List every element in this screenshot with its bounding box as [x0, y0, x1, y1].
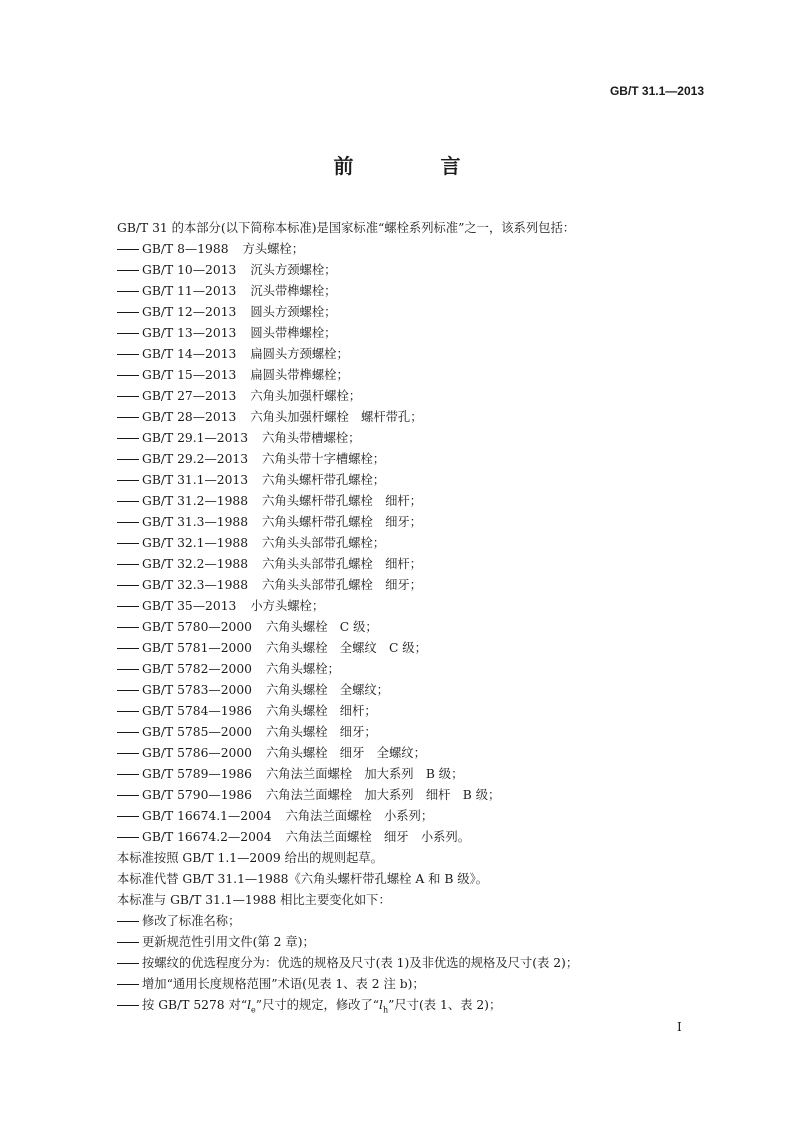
- standard-name: 六角头螺栓 细牙 全螺纹；: [266, 746, 426, 760]
- standard-name: 六角头加强杆螺栓；: [250, 389, 362, 403]
- dash-mark: [117, 764, 142, 785]
- dash-mark: [117, 596, 142, 617]
- dash-mark: [117, 365, 142, 386]
- standard-number: GB/T 27—2013: [142, 389, 237, 403]
- dash-mark: [117, 281, 142, 302]
- standard-number: GB/T 14—2013: [142, 347, 237, 361]
- standard-number: GB/T 8—1988: [142, 242, 229, 256]
- changes-intro-paragraph: 本标准与 GB/T 31.1—1988 相比主要变化如下：: [117, 893, 391, 907]
- series-item: [117, 323, 717, 344]
- standard-name: 小方头螺栓；: [250, 599, 325, 613]
- dash-mark: [117, 470, 142, 491]
- series-list: [117, 239, 717, 848]
- standard-name: 六角法兰面螺栓 加大系列 B 级；: [266, 767, 464, 781]
- change-item: 增加“通用长度规格范围”术语(见表 1、表 2 注 b)；: [117, 974, 717, 995]
- dash-mark: [117, 386, 142, 407]
- standard-name: 六角头头部带孔螺栓；: [262, 536, 386, 550]
- standard-name: 六角法兰面螺栓 加大系列 细杆 B 级；: [266, 788, 501, 802]
- dash-mark: [117, 512, 142, 533]
- dash-mark: [117, 743, 142, 764]
- standard-code: GB/T 31.1—2013: [609, 84, 704, 98]
- series-item: [117, 638, 717, 659]
- series-item: [117, 512, 717, 533]
- dash-mark: [117, 638, 142, 659]
- dash-mark: [117, 701, 142, 722]
- series-item: [117, 596, 717, 617]
- dash-mark: [117, 827, 142, 848]
- dash-mark: [117, 953, 142, 974]
- series-item: [117, 302, 717, 323]
- standard-number: GB/T 32.3—1988: [142, 578, 249, 592]
- standard-name: 六角头螺杆带孔螺栓 细牙；: [262, 515, 422, 529]
- standard-name: 沉头带榫螺栓；: [250, 284, 337, 298]
- series-item: [117, 344, 717, 365]
- intro-paragraph: GB/T 31 的本部分(以下简称本标准)是国家标准“螺栓系列标准”之一，该系列包括：: [117, 221, 576, 235]
- standard-name: 六角头带十字槽螺栓；: [262, 452, 386, 466]
- standard-name: 六角法兰面螺栓 细牙 小系列。: [285, 830, 471, 844]
- standard-number: GB/T 31.2—1988: [142, 494, 249, 508]
- dash-mark: [117, 554, 142, 575]
- standard-number: GB/T 29.2—2013: [142, 452, 249, 466]
- change-item: 按 GB/T 5278 对“$l_e$”尺寸的规定，修改了“$l_h$”尺寸(表 1、表 2)；: [117, 995, 717, 1016]
- series-item: [117, 701, 717, 722]
- standard-number: GB/T 35—2013: [142, 599, 237, 613]
- standard-number: GB/T 5786—2000: [142, 746, 252, 760]
- series-item: [117, 365, 717, 386]
- standard-number: GB/T 5785—2000: [142, 725, 252, 739]
- dash-mark: [117, 932, 142, 953]
- series-item: [117, 239, 717, 260]
- change-item: 修改了标准名称；: [117, 911, 717, 932]
- standard-name: 六角头螺杆带孔螺栓 细杆；: [262, 494, 422, 508]
- series-item: [117, 281, 717, 302]
- page-number: I: [677, 1020, 682, 1034]
- series-item: [117, 260, 717, 281]
- standard-number: GB/T 31.3—1988: [142, 515, 249, 529]
- series-item: [117, 407, 717, 428]
- series-item: [117, 491, 717, 512]
- replaces-paragraph: 本标准代替 GB/T 31.1—1988《六角头螺杆带孔螺栓 A 和 B 级》。: [117, 872, 489, 886]
- standard-number: GB/T 5789—1986: [142, 767, 252, 781]
- standard-name: 六角头加强杆螺栓 螺杆带孔；: [250, 410, 423, 424]
- standard-name: 六角头螺栓 细杆；: [266, 704, 377, 718]
- standard-number: GB/T 13—2013: [142, 326, 237, 340]
- dash-mark: [117, 344, 142, 365]
- standard-number: GB/T 10—2013: [142, 263, 237, 277]
- series-item: [117, 470, 717, 491]
- standard-name: 扁圆头带榫螺栓；: [250, 368, 349, 382]
- series-item: [117, 722, 717, 743]
- standard-number: GB/T 16674.2—2004: [142, 830, 272, 844]
- standard-name: 六角头螺栓 全螺纹 C 级；: [266, 641, 427, 655]
- series-item: [117, 764, 717, 785]
- page-title: 前 言: [333, 154, 501, 178]
- standard-number: GB/T 5781—2000: [142, 641, 252, 655]
- series-item: [117, 680, 717, 701]
- standard-name: 六角头螺栓 细牙；: [266, 725, 377, 739]
- standard-name: 六角头带槽螺栓；: [262, 431, 361, 445]
- standard-number: GB/T 15—2013: [142, 368, 237, 382]
- standard-number: GB/T 32.2—1988: [142, 557, 249, 571]
- standard-number: GB/T 5783—2000: [142, 683, 252, 697]
- dash-mark: [117, 428, 142, 449]
- standard-number: GB/T 28—2013: [142, 410, 237, 424]
- dash-mark: [117, 722, 142, 743]
- series-item: [117, 449, 717, 470]
- change-item: 更新规范性引用文件(第 2 章)；: [117, 932, 717, 953]
- standard-number: GB/T 31.1—2013: [142, 473, 249, 487]
- dash-mark: [117, 491, 142, 512]
- standard-name: 方头螺栓；: [242, 242, 305, 256]
- series-item: [117, 428, 717, 449]
- standard-number: GB/T 32.1—1988: [142, 536, 249, 550]
- series-item: [117, 743, 717, 764]
- dash-mark: [117, 239, 142, 260]
- changes-list: [117, 911, 717, 995]
- standard-number: GB/T 5782—2000: [142, 662, 252, 676]
- dash-mark: [117, 617, 142, 638]
- dash-mark: [117, 680, 142, 701]
- standard-name: 六角头头部带孔螺栓 细杆；: [262, 557, 422, 571]
- dash-mark: [117, 260, 142, 281]
- standard-name: 六角法兰面螺栓 小系列；: [285, 809, 434, 823]
- series-item: [117, 533, 717, 554]
- dash-mark: [117, 533, 142, 554]
- standard-name: 圆头带榫螺栓；: [250, 326, 337, 340]
- series-item: [117, 386, 717, 407]
- dash-mark: [117, 995, 142, 1016]
- standard-number: GB/T 5780—2000: [142, 620, 252, 634]
- standard-name: 六角头头部带孔螺栓 细牙；: [262, 578, 422, 592]
- drafting-rule-paragraph: 本标准按照 GB/T 1.1—2009 给出的规则起草。: [117, 851, 383, 865]
- standard-name: 六角头螺杆带孔螺栓；: [262, 473, 386, 487]
- standard-name: 六角头螺栓 全螺纹；: [266, 683, 389, 697]
- dash-mark: [117, 785, 142, 806]
- standard-name: 六角头螺栓 C 级；: [266, 620, 378, 634]
- standard-number: GB/T 5790—1986: [142, 788, 252, 802]
- dash-mark: [117, 449, 142, 470]
- series-item: [117, 575, 717, 596]
- series-item: [117, 554, 717, 575]
- dash-mark: [117, 659, 142, 680]
- series-item: [117, 659, 717, 680]
- standard-number: GB/T 29.1—2013: [142, 431, 249, 445]
- standard-number: GB/T 16674.1—2004: [142, 809, 272, 823]
- dash-mark: [117, 323, 142, 344]
- standard-name: 沉头方颈螺栓；: [250, 263, 337, 277]
- preface-body: [117, 218, 717, 1016]
- standard-name: 圆头方颈螺栓；: [250, 305, 337, 319]
- dash-mark: [117, 575, 142, 596]
- dash-mark: [117, 302, 142, 323]
- change-item: 按螺纹的优选程度分为：优选的规格及尺寸(表 1)及非优选的规格及尺寸(表 2)；: [117, 953, 717, 974]
- dash-mark: [117, 407, 142, 428]
- standard-name: 六角头螺栓；: [266, 662, 340, 676]
- standard-number: GB/T 5784—1986: [142, 704, 252, 718]
- series-item: [117, 785, 717, 806]
- series-item: [117, 827, 717, 848]
- dash-mark: [117, 911, 142, 932]
- series-item: [117, 806, 717, 827]
- standard-name: 扁圆头方颈螺栓；: [250, 347, 349, 361]
- standard-number: GB/T 12—2013: [142, 305, 237, 319]
- standard-number: GB/T 11—2013: [142, 284, 237, 298]
- dash-mark: [117, 974, 142, 995]
- dash-mark: [117, 806, 142, 827]
- series-item: [117, 617, 717, 638]
